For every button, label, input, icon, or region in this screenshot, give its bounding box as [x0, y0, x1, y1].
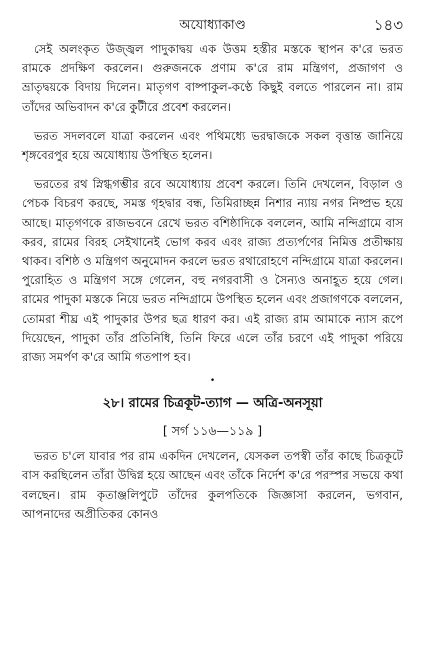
chapter-heading: ২৮। রামের চিত্রকূট-ত্যাগ — অত্রি-অনসূয়া: [102, 396, 323, 412]
paragraph-2: ভরত সদলবলে যাত্রা করলেন এবং পথিমধ্যে ভরদ্বাজকে সকল বৃত্তান্ত জানিয়ে শৃঙ্গবেরপুর হয়ে অযোধ্যায় উপস্থিত হলেন।: [22, 128, 403, 163]
paragraph-closing: ভরত চ'লে যাবার পর রাম একদিন দেখলেন, যেসকল তপস্বী তাঁর কাছে চিত্রকূটে বাস করছিলেন তাঁরা উদ্বিগ্ন হয়ে আছেন এবং তাঁকে নির্দেশ ক'রে পরস্পর সভয়ে কথা বলছেন। রাম কৃতাঞ্জলিপুটে তাঁদের কুলপতিকে জিজ্ঞাসা করলেন, ভগবান, আপনাদের অপ্রীতিকর কোনও: [22, 449, 403, 521]
running-title: অযোধ্যাকাণ্ড: [179, 18, 246, 33]
paragraph-3: ভরতের রথ স্নিগ্ধগম্ভীর রবে অযোধ্যায় প্রবেশ করলে। তিনি দেখলেন, বিড়াল ও পেচক বিচরণ করছে, সমস্ত গৃহদ্বার বন্ধ, তিমিরাচ্ছন্ন নিশার ন্যায় নগর নিষ্প্রভ হয়ে আছে। মাতৃগণকে রাজভবনে রেখে ভরত বশিষ্ঠাদিকে বললেন, আমি নন্দিগ্রামে বাস করব, রামের বিরহ সেইখানেই ভোগ করব এবং রাজ্য প্রত্যর্পণের নিমিত্ত প্রতীক্ষায় থাকব। বশিষ্ঠ ও মন্ত্রিগণ অনুমোদন করলে ভরত রথারোহণে নন্দিগ্রামে যাত্রা করলেন। পুরোহিত ও মন্ত্রিগণ সঙ্গে গেলেন, বহু নগরবাসী ও সৈন্যও অনাহূত হয়ে গেল। রামের পাদুকা মস্তকে নিয়ে ভরত নন্দিগ্রামে উপস্থিত হলেন এবং প্রজাগণকে বললেন, তোমরা শীঘ্র এই পাদুকার উপর ছত্র ধারণ কর। এই রাজ্য রাম আমাকে ন্যাস রূপে দিয়েছেন, পাদুকা তাঁর প্রতিনিধি, তিনি ফিরে এলে তাঁর চরণে এই পাদুকা পরিয়ে রাজ্য সমর্পণ ক'রে আমি গতপাপ হব।: [22, 177, 403, 365]
page-body: [22, 40, 403, 534]
paragraph-1: সেই অলংকৃত উজ্জ্বল পাদুকাদ্বয় এক উত্তম হস্তীর মস্তকে স্থাপন ক'রে ভরত রামকে প্রদক্ষিণ করলেন। গুরুজনকে প্রণাম ক'রে রাম মন্ত্রিগণ, প্রজাগণ ও ভ্রাতৃদ্বয়কে বিদায় দিলেন। মাতৃগণ বাষ্পাকুল-কণ্ঠে কিছুই বলতে পারলেন না। রাম তাঁদের অভিবাদন ক'রে কুটীরে প্রবেশ করলেন।: [22, 42, 403, 114]
page-header: [0, 12, 425, 38]
section-ornament: •: [209, 376, 216, 387]
page-number: ১৪৩: [373, 16, 403, 34]
sarga-range: [ সর্গ ১১৬—১১৯ ]: [162, 423, 263, 439]
